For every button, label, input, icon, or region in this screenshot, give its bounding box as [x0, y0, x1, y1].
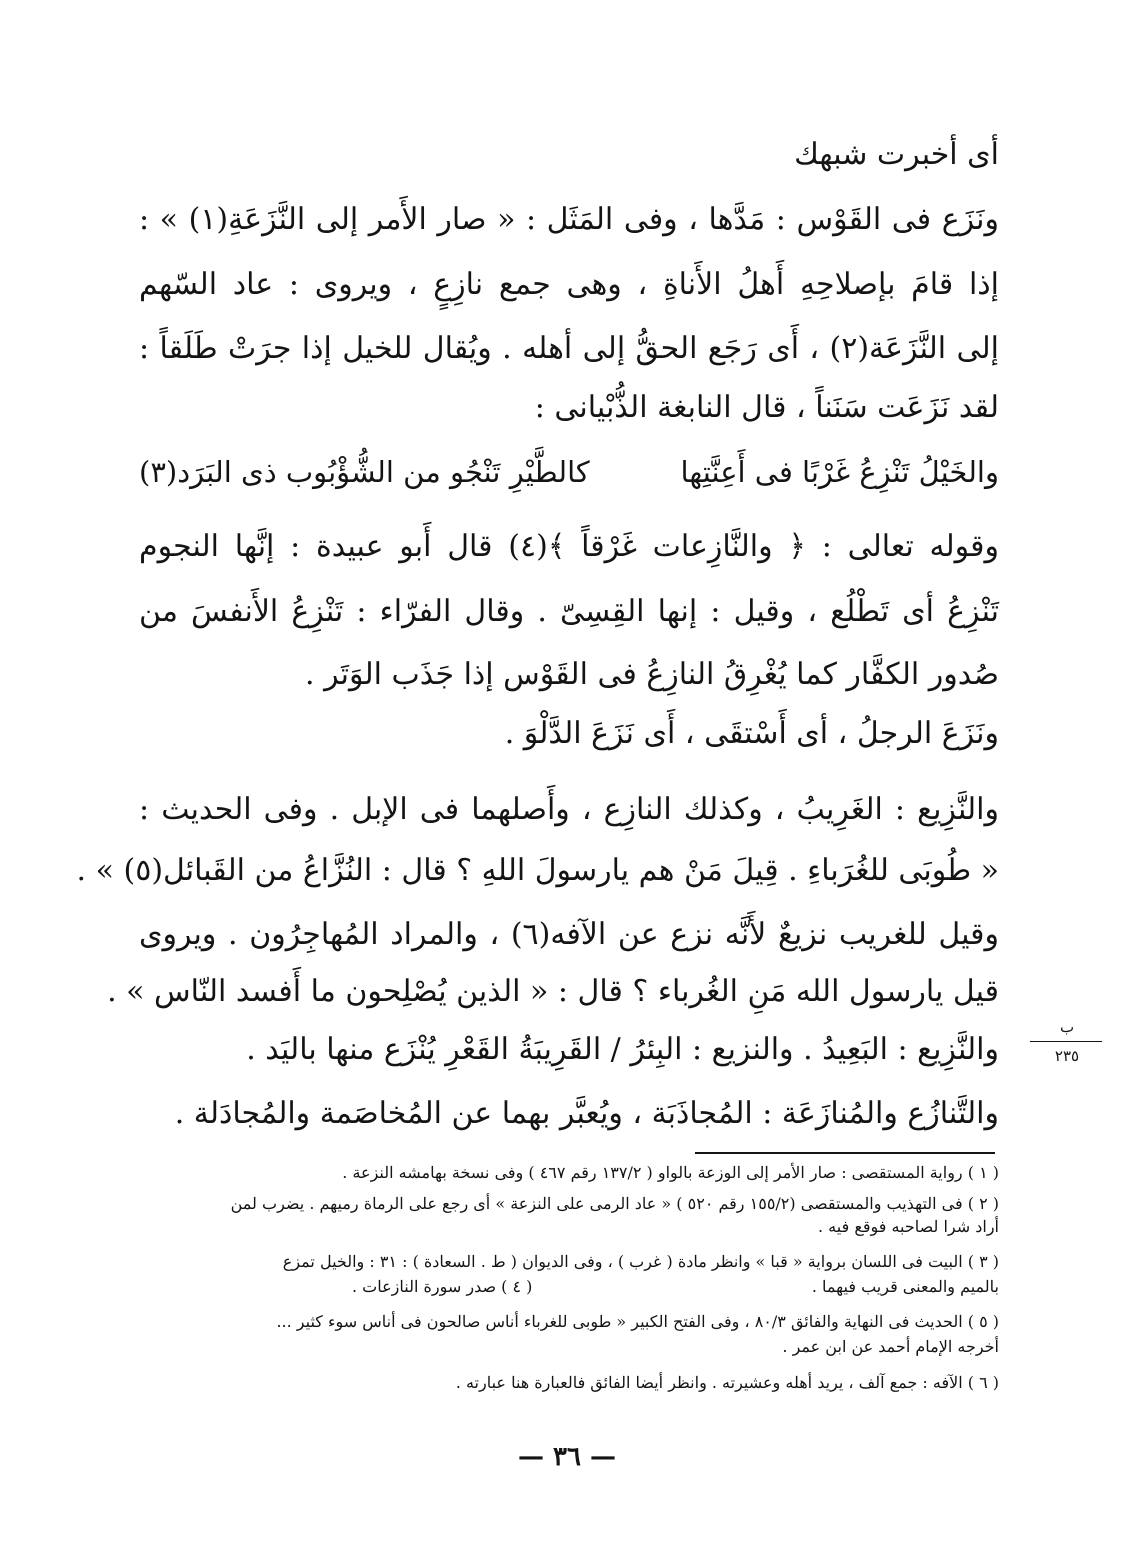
poetry-verse	[139, 450, 999, 494]
body-line-8: صُدور الكفَّار كما يُغْرِقُ النازِعُ فى القَوْس إذا جَذَب الوَتَر .	[305, 657, 999, 692]
body-line-12: وقيل للغريب نزيعٌ لأَنَّه نزع عن الآفه(٦) ، والمراد المُهاجِرُون . ويروى	[139, 917, 999, 952]
body-line-3: إذا قامَ بإصلاحِهِ أَهلُ الأَناةِ ، وهى جمع نازِعٍ ، ويروى : عاد السّهم	[139, 267, 999, 302]
footnote-3-continuation: بالميم والمعنى قريب فيهما .	[811, 1277, 999, 1296]
footnote-4: ( ٤ ) صدر سورة النازعات .	[352, 1277, 533, 1296]
margin-folio-number: ٢٣٥	[1054, 1047, 1080, 1065]
footnote-1: ( ١ ) رواية المستقصى : صار الأمر إلى الوزعة بالواو ( ١٣٧/٢ رقم ٤٦٧ ) وفى نسخة بهامشه النزعة .	[342, 1163, 999, 1182]
verse-second-hemistich: كالطَّيْرِ تَنْجُو من الشُّؤْبُوب ذى البَرَد(٣)	[139, 455, 590, 489]
body-line-1: أى أخبرت شبهك	[794, 137, 999, 172]
body-line-4: إلى النَّزَعَة(٢) ، أَى رَجَع الحقُّ إلى أهله . ويُقال للخيل إذا جرَتْ طَلَقاً :	[139, 331, 999, 366]
body-line-10: والنَّزِيع : الغَرِيبُ ، وكذلك النازِع ، وأَصلهما فى الإبل . وفى الحديث :	[139, 792, 999, 827]
body-line-2: ونَزَع فى القَوْس : مَدَّها ، وفى المَثَل : « صار الأَمر إلى النَّزَعَةِ(١) » :	[139, 202, 999, 237]
margin-folio-rule	[1030, 1041, 1102, 1042]
body-line-13: قيل يارسول الله مَنِ الغُرباء ؟ قال : « الذين يُصْلِحون ما أَفسد النّاس » .	[107, 974, 999, 1009]
body-line-5: لقد نَزَعَت سَنَناً ، قال النابغة الذُّبْيانى :	[534, 390, 999, 425]
body-line-9: ونَزَعَ الرجلُ ، أى أَسْتقَى ، أَى نَزَعَ الدَّلْوَ .	[504, 716, 999, 751]
footnote-2: ( ٢ ) فى التهذيب والمستقصى (١٥٥/٢ رقم ٥٢٠ ) « عاد الرمى على النزعة » أى رجع على الرماة رميهم . يضرب لمن	[230, 1194, 999, 1213]
footnote-6: ( ٦ ) الآفه : جمع آلف ، يريد أهله وعشيرته . وانظر أيضا الفائق فالعبارة هنا عبارته .	[455, 1373, 999, 1392]
footnote-5-continuation: أخرجه الإمام أحمد عن ابن عمر .	[782, 1337, 999, 1356]
body-line-7: تَنْزِعُ أى تَطْلُع ، وقيل : إنها القِسِىّ . وقال الفرّاء : تَنْزِعُ الأَنفسَ من	[139, 594, 1000, 629]
footnote-3: ( ٣ ) البيت فى اللسان برواية « قبا » وانظر مادة ( غرب ) ، وفى الديوان ( ط . السعادة ) : ٣١ : والخيل تمزع	[282, 1252, 999, 1271]
margin-folio-letter: ب	[1059, 1018, 1075, 1036]
footnote-5: ( ٥ ) الحديث فى النهاية والفائق ٨٠/٣ ، وفى الفتح الكبير « طوبى للغرباء أناس صالحون فى أناس سوء كثير ...	[276, 1312, 999, 1331]
page-number: — ٣٦ —	[517, 1442, 617, 1472]
body-line-11: « طُوبَى للغُرَباءِ . قِيلَ مَنْ هم يارسولَ اللهِ ؟ قال : النُزَّاعُ من القَبائل(٥) » .	[76, 853, 999, 888]
footnote-separator	[695, 1152, 995, 1154]
body-line-15: والتَّنازُع والمُنازَعَة : المُجاذَبَة ، ويُعبَّر بهما عن المُخاصَمة والمُجادَلة .	[174, 1096, 999, 1131]
body-line-6: وقوله تعالى : ﴿ والنَّازِعات غَرْقاً ﴾(٤) قال أَبو عبيدة : إنَّها النجوم	[139, 529, 999, 564]
footnote-2-continuation: أراد شرا لصاحبه فوقع فيه .	[818, 1217, 999, 1236]
verse-first-hemistich: والخَيْلُ تَنْزِعُ غَرْبًا فى أَعِنَّتِها	[680, 455, 999, 489]
body-line-14: والنَّزِيع : البَعِيدُ . والنزيع : البِئرُ / القَرِيبَةُ القَعْرِ يُنْزَع منها باليَد .	[246, 1032, 999, 1067]
